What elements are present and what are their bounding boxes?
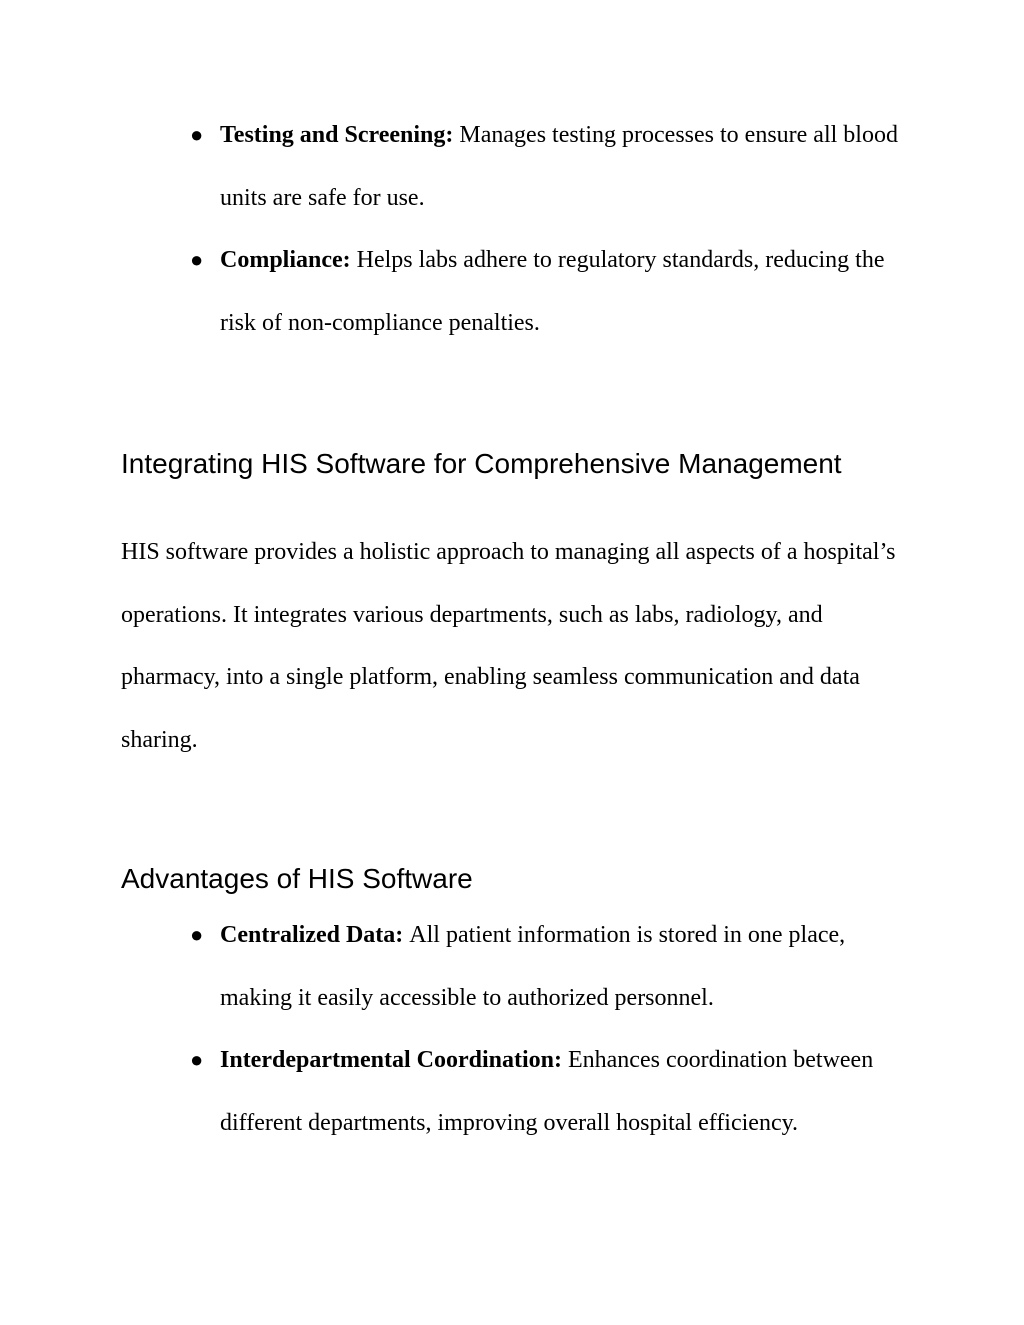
list-item-term: Compliance: (220, 247, 357, 273)
advantages-bullet-list (190, 904, 900, 1154)
bullet-icon: ● (190, 122, 204, 147)
bullet-icon: ● (190, 247, 204, 272)
list-item-text: Helps labs adhere to regulatory standards, reducing the risk of non-compliance penalties. (220, 247, 885, 336)
list-item-term: Interdepartmental Coordination: (220, 1047, 568, 1073)
feature-bullet-list (190, 104, 900, 354)
list-item-text: Enhances coordination between different departments, improving overall hospital efficiency. (220, 1047, 874, 1136)
bullet-icon: ● (190, 1047, 204, 1072)
list-item (190, 104, 900, 229)
section-heading-integrating: Integrating HIS Software for Comprehensive Management (121, 448, 842, 479)
section-heading-advantages: Advantages of HIS Software (121, 863, 473, 894)
section-paragraph-integrating: HIS software provides a holistic approach to managing all aspects of a hospital’s operations. It integrates various departments, such as labs, radiology, and pharmacy, into a single platform, enabling seamless communication and data sharing. (121, 539, 896, 753)
list-item (190, 229, 900, 354)
bullet-icon: ● (190, 922, 204, 947)
list-item-text: Manages testing processes to ensure all blood units are safe for use. (220, 122, 898, 211)
list-item-text: All patient information is stored in one place, making it easily accessible to authorized personnel. (220, 922, 846, 1011)
list-item (190, 904, 900, 1029)
list-item-term: Testing and Screening: (220, 122, 460, 148)
list-item (190, 1029, 900, 1154)
list-item-term: Centralized Data: (220, 922, 410, 948)
